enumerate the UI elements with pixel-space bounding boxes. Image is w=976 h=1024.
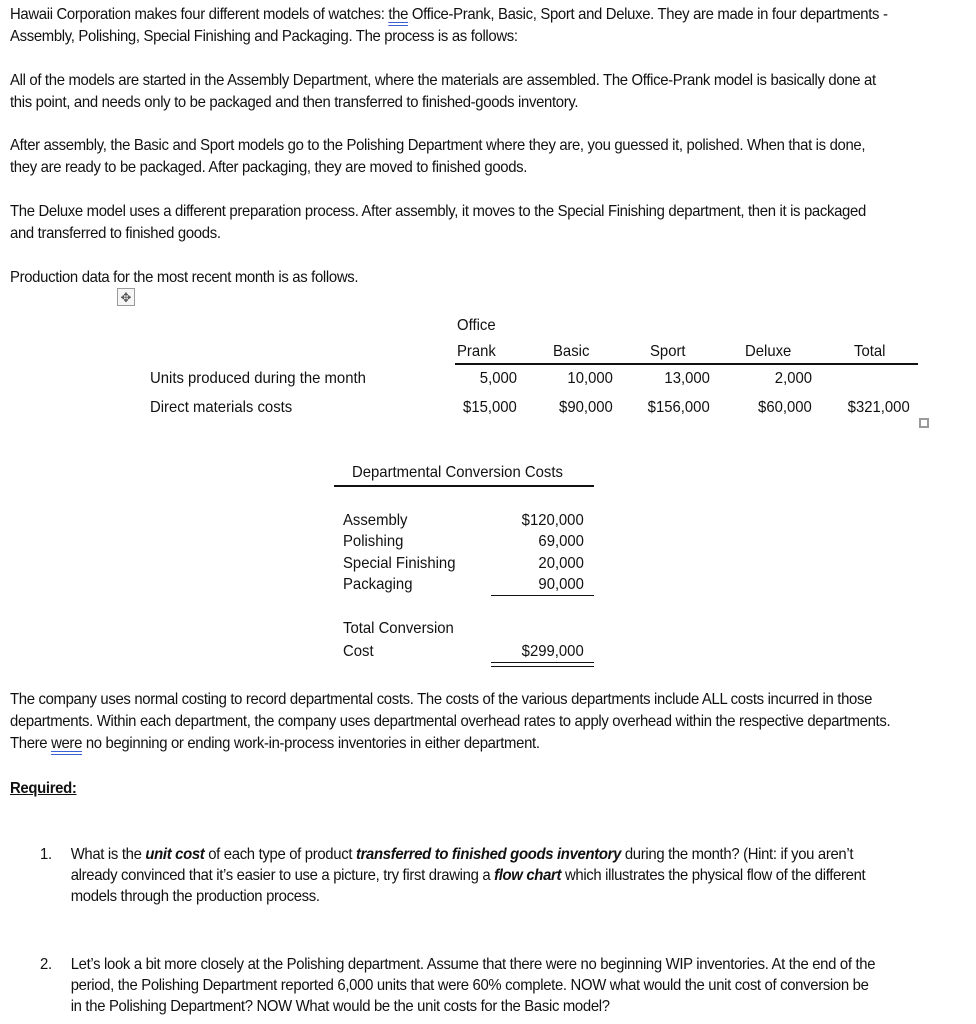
cell-units-basic: 10,000: [567, 370, 613, 387]
spellcheck-flag[interactable]: were: [51, 735, 83, 752]
col-header-office-line1: Office: [457, 317, 496, 334]
col-header-basic: Basic: [553, 343, 590, 360]
conversion-costs-title: Departmental Conversion Costs: [352, 464, 563, 481]
intro-text: Office-Prank, Basic, Sport and Deluxe. They are made in four departments - Assembly, Polishing, Special Finishing and Packaging. The process is as follows:: [10, 6, 888, 45]
dept-value-assembly: $120,000: [521, 512, 584, 529]
cell-units-deluxe: 2,000: [774, 370, 812, 387]
total-label-line1: Total Conversion: [343, 620, 454, 637]
row-label-units: Units produced during the month: [150, 370, 366, 387]
subtotal-rule: [491, 595, 594, 596]
row-label-direct-materials: Direct materials costs: [150, 399, 293, 416]
cell-dm-deluxe: $60,000: [758, 399, 812, 416]
dept-value-polishing: 69,000: [538, 533, 584, 550]
question-number: 2.: [40, 956, 52, 973]
required-heading: Required:: [10, 780, 77, 797]
cell-units-sport: 13,000: [664, 370, 710, 387]
cell-units-office-prank: 5,000: [479, 370, 517, 387]
dept-label-polishing: Polishing: [343, 533, 404, 550]
col-header-total: Total: [854, 343, 886, 360]
col-header-office-prank: Prank: [457, 343, 496, 360]
dept-value-special-finishing: 20,000: [538, 555, 584, 572]
required-heading-wrap: [10, 778, 894, 800]
intro-paragraph-3: After assembly, the Basic and Sport models go to the Polishing Department where they are, you guessed it, polished. When that is done, they are ready to be packaged. After packaging, they are moved to finished goods.: [10, 137, 866, 176]
total-double-rule: [491, 662, 594, 667]
emphasis-text: flow chart: [494, 867, 562, 884]
table-move-handle-icon[interactable]: ✥: [117, 288, 135, 306]
dept-label-assembly: Assembly: [343, 512, 408, 529]
costing-paragraph: [10, 689, 894, 755]
question-text: during the month? (Hint: if you aren’t already convinced that it’s easier to use a picture, try first drawing a: [70, 846, 854, 884]
col-header-sport: Sport: [650, 343, 686, 360]
question-text: Let’s look a bit more closely at the Polishing department. Assume that there were no beginning WIP inventories. At the end of the period, the Polishing Department reported 6,000 units that were 60% complete. NOW what would the unit cost of conversion be in the Polishing Department? NOW What would be the unit costs for the Basic model?: [70, 956, 876, 1015]
dept-label-packaging: Packaging: [343, 576, 413, 593]
cell-dm-office-prank: $15,000: [463, 399, 517, 416]
intro-paragraph-2: All of the models are started in the Assembly Department, where the materials are assembled. The Office-Prank model is basically done at this point, and needs only to be packaged and then transferred to finished-goods inventory.: [10, 72, 876, 111]
question-number: 1.: [40, 846, 52, 863]
cell-dm-total: $321,000: [847, 399, 910, 416]
dept-label-special-finishing: Special Finishing: [343, 555, 456, 572]
col-header-deluxe: Deluxe: [745, 343, 792, 360]
total-label-line2: Cost: [343, 643, 374, 660]
title-rule: [334, 485, 594, 487]
intro-paragraph-4: The Deluxe model uses a different preparation process. After assembly, it moves to the Special Finishing department, then it is packaged and transferred to finished goods.: [10, 203, 866, 242]
dept-value-packaging: 90,000: [538, 576, 584, 593]
question-2: [40, 954, 877, 1017]
emphasis-text: transferred to finished goods inventory: [355, 846, 622, 863]
header-rule: [455, 363, 918, 365]
cell-dm-basic: $90,000: [559, 399, 613, 416]
question-text: which illustrates the physical flow of the different models through the production process.: [70, 867, 866, 905]
intro-text: Hawaii Corporation makes four different models of watches:: [10, 6, 389, 23]
question-text: What is the: [70, 846, 146, 863]
total-value: $299,000: [521, 643, 584, 660]
costing-text: no beginning or ending work-in-process inventories in either department.: [82, 735, 540, 752]
question-text: of each type of product: [204, 846, 356, 863]
intro-paragraph-1: [10, 4, 894, 48]
costing-text: The company uses normal costing to record departmental costs. The costs of the various departments include ALL costs incurred in those departments. Within each department, the company uses departmental overhead rates to apply overhead within the respective departments. There: [10, 691, 891, 752]
emphasis-text: unit cost: [145, 846, 205, 863]
spellcheck-flag[interactable]: the: [388, 6, 409, 23]
cell-dm-sport: $156,000: [647, 399, 710, 416]
question-1: [40, 844, 877, 907]
intro-paragraph-5: Production data for the most recent month is as follows.: [10, 269, 359, 286]
table-resize-handle-icon[interactable]: [919, 418, 929, 428]
